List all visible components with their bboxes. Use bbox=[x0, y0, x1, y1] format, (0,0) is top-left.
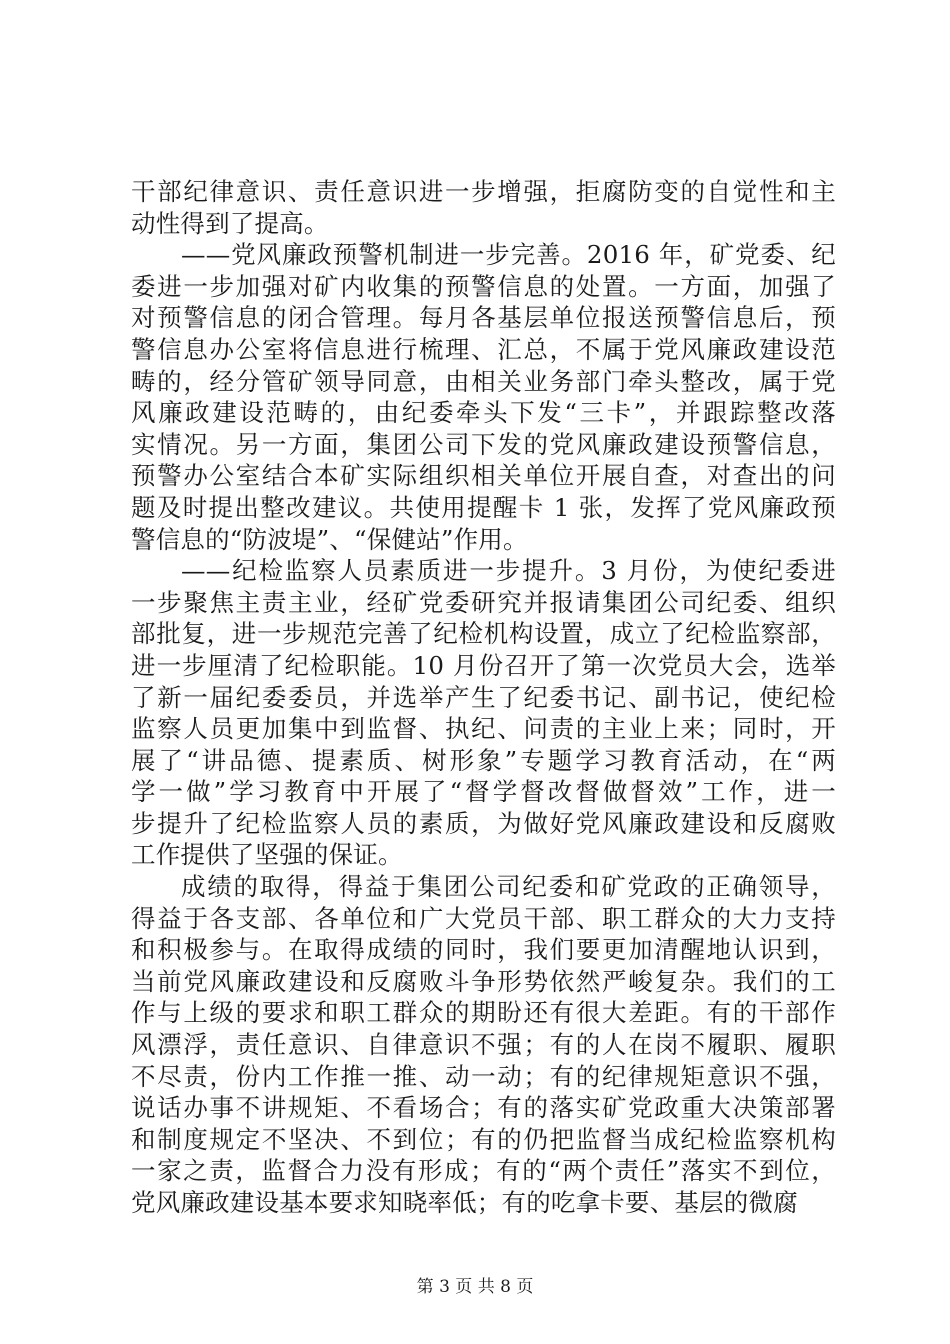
text-line: 说话办事不讲规矩、不看场合；有的落实矿党政重大决策部署 bbox=[131, 1093, 836, 1123]
text-line: 步提升了纪检监察人员的素质，为做好党风廉政建设和反腐败 bbox=[131, 808, 836, 838]
text-line: 和积极参与。在取得成绩的同时，我们要更加清醒地认识到， bbox=[131, 935, 836, 965]
text-line: 警信息办公室将信息进行梳理、汇总，不属于党风廉政建设范 bbox=[131, 334, 836, 364]
text-line: 不尽责，份内工作推一推、动一动；有的纪律规矩意识不强， bbox=[131, 1061, 836, 1091]
text-line: 党风廉政建设基本要求知晓率低；有的吃拿卡要、基层的微腐 bbox=[131, 1188, 798, 1217]
text-line: 对预警信息的闭合管理。每月各基层单位报送预警信息后，预 bbox=[131, 303, 836, 333]
text-line: 监察人员更加集中到监督、执纪、问责的主业上来；同时，开 bbox=[131, 714, 836, 744]
paragraph bbox=[131, 555, 836, 871]
text-line: ——党风廉政预警机制进一步完善。2016 年，矿党委、纪 bbox=[181, 240, 836, 270]
text-line: 当前党风廉政建设和反腐败斗争形势依然严峻复杂。我们的工 bbox=[131, 966, 836, 996]
text-line: 了新一届纪委委员，并选举产生了纪委书记、副书记，使纪检 bbox=[131, 682, 836, 712]
text-line: 工作提供了坚强的保证。 bbox=[131, 840, 403, 870]
text-line: 风漂浮，责任意识、自律意识不强；有的人在岗不履职、履职 bbox=[131, 1030, 836, 1060]
document-body bbox=[131, 176, 836, 1219]
text-line: 得益于各支部、各单位和广大党员干部、职工群众的大力支持 bbox=[131, 903, 836, 933]
text-line: 动性得到了提高。 bbox=[131, 208, 329, 238]
text-line: ——纪检监察人员素质进一步提升。3 月份，为使纪委进 bbox=[181, 556, 836, 586]
text-line: 警信息的“防波堤”、“保健站”作用。 bbox=[131, 524, 528, 554]
text-line: 和制度规定不坚决、不到位；有的仍把监督当成纪检监察机构 bbox=[131, 1124, 836, 1154]
text-line: 学一做”学习教育中开展了“督学督改督做督效”工作，进一 bbox=[131, 777, 836, 807]
text-line: 展了“讲品德、提素质、树形象”专题学习教育活动，在“两 bbox=[131, 745, 836, 775]
text-line: 进一步厘清了纪检职能。10 月份召开了第一次党员大会，选举 bbox=[131, 650, 836, 680]
text-line: 一家之责，监督合力没有形成；有的“两个责任”落实不到位， bbox=[131, 1156, 836, 1186]
text-line: 成绩的取得，得益于集团公司纪委和矿党政的正确领导， bbox=[181, 872, 836, 902]
text-line: 题及时提出整改建议。共使用提醒卡 1 张，发挥了党风廉政预 bbox=[131, 492, 836, 522]
text-line: 预警办公室结合本矿实际组织相关单位开展自查，对查出的问 bbox=[131, 461, 836, 491]
paragraph bbox=[131, 239, 836, 555]
text-line: 部批复，进一步规范完善了纪检机构设置，成立了纪检监察部， bbox=[131, 619, 836, 649]
page-footer: 第 3 页 共 8 页 bbox=[416, 1277, 534, 1297]
text-line: 一步聚焦主责主业，经矿党委研究并报请集团公司纪委、组织 bbox=[131, 587, 836, 617]
text-line: 风廉政建设范畴的，由纪委牵头下发“三卡”，并跟踪整改落 bbox=[131, 398, 836, 428]
text-line: 干部纪律意识、责任意识进一步增强，拒腐防变的自觉性和主 bbox=[131, 177, 836, 206]
text-line: 委进一步加强对矿内收集的预警信息的处置。一方面，加强了 bbox=[131, 271, 836, 301]
text-line: 实情况。另一方面，集团公司下发的党风廉政建设预警信息， bbox=[131, 429, 836, 459]
paragraph bbox=[131, 176, 836, 239]
text-line: 畴的，经分管矿领导同意，由相关业务部门牵头整改，属于党 bbox=[131, 366, 836, 396]
paragraph bbox=[131, 871, 836, 1219]
text-line: 作与上级的要求和职工群众的期盼还有很大差距。有的干部作 bbox=[131, 998, 836, 1028]
